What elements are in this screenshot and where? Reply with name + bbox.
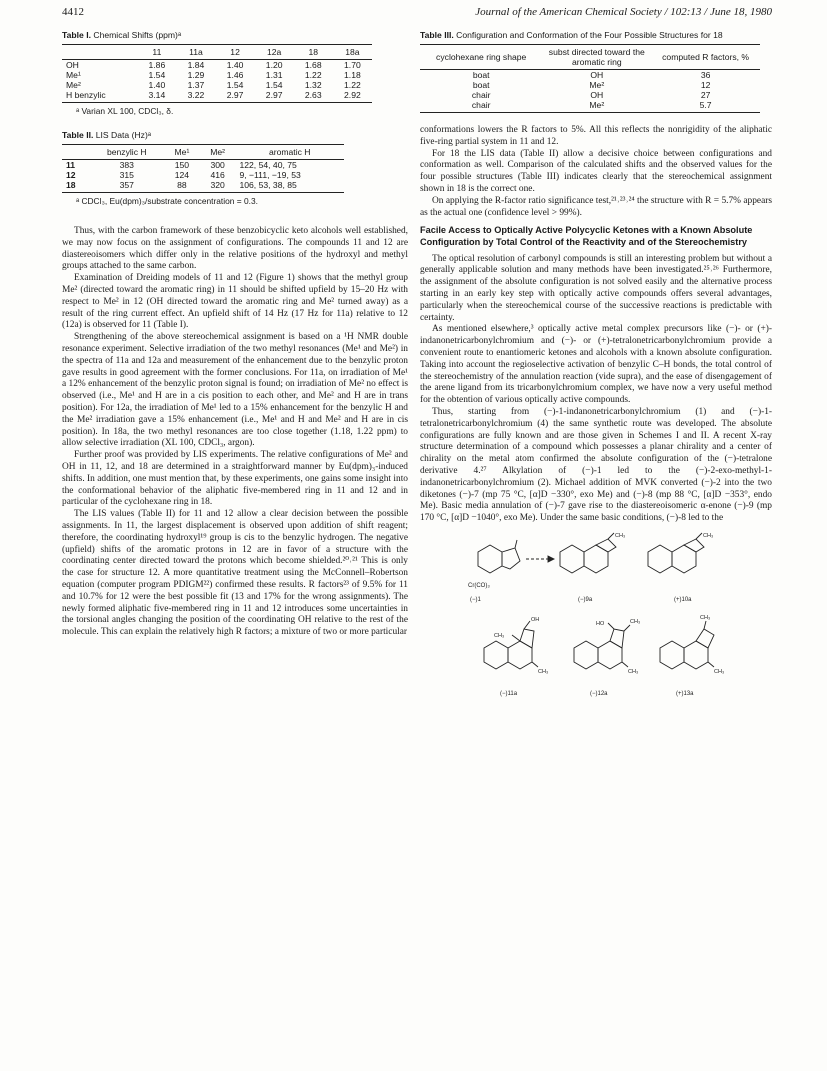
table-row: H benzylic 3.14 3.22 2.97 2.97 2.63 2.92 <box>62 90 372 103</box>
table-row: chair OH 27 <box>471 90 711 100</box>
table-3-grid: cyclohexane ring shape subst directed toward the aromatic ring computed R factors, % boat OH 36 boat Me² 12 chair OH 27 chair Me² 5.7 <box>420 44 760 113</box>
table-1-grid: 11 11a 12 12a 18 18a OH 1.86 1.84 1.40 1.20 1.68 1.70 Me¹ 1.54 1.29 1.46 1.31 1.22 1.18 Me² 1.40 1.37 1.54 1.54 1.32 1.22 H benzylic 3.14 3.22 2.97 2.97 2.63 2.92 <box>62 44 372 103</box>
paragraph: The optical resolution of carbonyl compounds is still an interesting problem but without a generally applicable solution and many methods have been investigated.²⁵˒²⁶ Furthermore, the assignment of the absolute configuration is not solved easily and the alternative process starting in an early key step with optically active compounds offers several advantages, particularly when the stereochemical course of the successive reactions is predictable with certainty. <box>420 253 772 323</box>
section-heading: Facile Access to Optically Active Polycyclic Ketones with a Known Absolute Configuration by Total Control of the Reactivity and of the Stereochemistry <box>420 225 753 247</box>
paragraph: As mentioned elsewhere,³ optically active metal complex precursors like (−)- or (+)-indanonetricarbonylchromium and (−)- or (+)-tetralonetricarbonylchromium provide a convenient route to enantiomeric ketones and alcohols with a known absolute configuration. Taking into account the regioselective activation of benzylic C–H bonds, the total control of the stereochemistry of the annulation reaction (vide supra), and the ease of disengagement of the arene ligand from its tricarbonylchromium complex, we have now a very useful method for the obtention of various optically active compounds. <box>420 324 772 406</box>
methyl-label: CH₃ <box>714 668 725 675</box>
structure-11a <box>484 617 548 697</box>
paragraph: Examination of Dreiding models of 11 and 12 (Figure 1) shows that the methyl group Me² (directed toward the aromatic ring) in 11 should be shifted upfield by 15–20 Hz with respect to Me² in 12 (OH directed toward the aromatic ring and Me² turned away) as a result of the ring current effect. An upfield shift of 14 Hz (17 Hz for 11a) relative to 12 (12a) is observed for 11 (Table I). <box>62 273 408 331</box>
journal-citation: Journal of the American Chemical Society / 102:13 / June 18, 1980 <box>475 6 772 18</box>
table-1-caption: Table I. Chemical Shifts (ppm)ᵃ <box>62 30 182 40</box>
table-2-caption: Table II. LIS Data (Hz)ᵃ <box>62 130 152 140</box>
structure-13a <box>660 615 724 697</box>
hydroxyl-label: OH <box>531 616 540 623</box>
table-row: Me¹ 1.54 1.29 1.46 1.31 1.22 1.18 <box>66 70 361 80</box>
structure-1 <box>468 540 520 603</box>
structure-label: (−)9a <box>578 596 593 603</box>
table-2 <box>62 130 408 206</box>
methyl-label: CH₃ <box>703 532 714 539</box>
table-3 <box>420 30 772 113</box>
page-number: 4412 <box>62 6 84 18</box>
cr-co3-label: Cr(CO)₃ <box>468 582 490 589</box>
table-row: boat Me² 12 <box>472 80 711 90</box>
table-3-caption: Table III. Configuration and Conformation of the Four Possible Structures for 18 <box>420 30 723 40</box>
paragraph: For 18 the LIS data (Table II) allow a decisive choice between configurations and conformation as well. Comparison of the calculated shifts and the observed values for the four possible structures (Table III) indicates clearly that the stereochemical assignment shown in 18 is the correct one. <box>420 148 772 194</box>
structure-12a <box>574 619 640 697</box>
paragraph: The LIS values (Table II) for 11 and 12 allow a clear decision between the possible assignments. In 11, the largest displacement is observed upon addition of shift reagent; therefore, the coordinating hydroxyl¹⁹ group is cis to the benzylic hydrogen. The negative (upfield) shifts of the aromatic protons in 12 are in favor of a structure with the coordinating center directed toward the protons which become shielded.²⁰˒²¹ This is only the case for structure 12. A more quantitative treatment using the McConnell–Robertson equation (computer program PDIGM²²) confirmed these results. R factors²³ of 9.5% for 11 and 10.7% for 12 were the best possible fit (13 and 17% for the wrong assignments). The newly formed aliphatic five-membered ring in 11 and 12 introduces some uncertainties in the torsional angles changing the position of the coordinating OH relative to the rest of the molecule. This can explain the relatively high R factors; a mixture of two or more particular <box>62 509 408 638</box>
right-body-text <box>420 125 772 525</box>
table-row: boat OH 36 <box>472 70 711 80</box>
paragraph: Further proof was provided by LIS experiments. The relative configurations of Me² and OH in 11, 12, and 18 are determined in a straightforward manner by Eu(dpm)₃-induced shifts. In addition, one must mention that, by these experiments, one gains some insight into the conformational behavior of the aliphatic five-membered ring in 11 and 12 and in particular of the cyclohexane ring in 18. <box>62 450 408 508</box>
paragraph: On applying the R-factor ratio significance test,²¹˒²³˒²⁴ the structure with R = 5.7% appears as the actual one (confidence level > 99%). <box>420 195 772 218</box>
hydroxyl-label: HO <box>596 620 605 627</box>
table-row: 12 315 124 416 9, −111, −19, 53 <box>66 170 301 180</box>
paragraph: conformations lowers the R factors to 5%. All this reflects the nonrigidity of the aliphatic five-ring partial system in 11 and 12. <box>420 125 772 147</box>
structure-label: (+)13a <box>676 690 694 697</box>
table-2-footnote: ᵃ CDCl₃, Eu(dpm)₃/substrate concentration = 0.3. <box>76 196 258 206</box>
paragraph: Thus, starting from (−)-1-indanonetricarbonylchromium (1) and (−)-1-tetralonetricarbonylchromium (4) the same synthetic route was developed. The absolute configurations are fully known and are those given in Schemes I and II. A recent X-ray structure determination of a compound which possesses a planar chirality and a center of chirality on the metal atom confirmed the absolute configuration of the (−)-tetralone derivative 4.²⁷ Alkylation of (−)-1 led to the (−)-2-exo-methyl-1-indanonetricarbonylchromium (2). Michael addition of MVK converted (−)-2 into the two diketones (−)-7 (mp 75 °C, [α]D −330°, exo Me) and (−)-8 (mp 88 °C, [α]D −353°, endo Me). Basic media annulation of (−)-7 gave rise to the diastereoisomeric α-enone (−)-9 (mp 170 °C, [α]D −1040°, exo Me). Under the same basic conditions, (−)-8 led to the <box>420 406 772 524</box>
table-1-footnote: ᵃ Varian XL 100, CDCl₃, δ. <box>76 106 174 116</box>
structure-label: (−)12a <box>590 690 608 697</box>
table-1 <box>62 30 408 116</box>
table-row: OH 1.86 1.84 1.40 1.20 1.68 1.70 <box>66 60 361 70</box>
table-row: 11 383 150 300 122, 54, 40, 75 <box>66 160 297 170</box>
table-row: Me² 1.40 1.37 1.54 1.54 1.32 1.22 <box>66 80 361 90</box>
methyl-label: CH₃ <box>615 532 626 539</box>
running-header <box>62 6 772 22</box>
methyl-label: CH₃ <box>630 618 641 625</box>
structure-label: (−)11a <box>500 690 518 697</box>
arrow-icon <box>526 556 554 562</box>
table-2-grid: benzylic H Me¹ Me² aromatic H 11 383 150 300 122, 54, 40, 75 12 315 124 416 9, −111, −19, 53 18 357 88 320 106, 53, 38, 85 <box>62 144 344 193</box>
left-body-text <box>62 226 408 639</box>
methyl-label: CH₃ <box>538 668 549 675</box>
structure-label: (+)10a <box>674 596 692 603</box>
methyl-label: CH₃ <box>628 668 639 675</box>
structure-10a <box>648 533 713 603</box>
methyl-label: CH₃ <box>700 614 711 621</box>
reaction-scheme <box>460 531 760 701</box>
paragraph: Strengthening of the above stereochemical assignment is based on a ¹H NMR double resonance experiment. Selective irradiation of the two methyl resonances (Me¹ and Me²) in the spectra of 11a and 12a and measurement of the enhancement due to the benzylic proton gave results in good agreement with the former conclusions. For 11a, on irradiation of Me¹ a 12% enhancement of the benzylic proton signal is found; on irradiation of Me² no effect is observed (i.e., Me¹ and H are in a cis position to each other, and Me² and H are in trans position). For 12a, the irradiation of Me¹ led to a 15% enhancement for the benzylic H and the Me² irradiation gave a 15% enhancement (i.e., Me¹ and H and Me² and H are in cis position). In 18a, the two methyl resonances are too close together (1.18, 1.22 ppm) to allow selective irradiation (XL 100, CDCl₃, argon). <box>62 332 408 449</box>
left-column <box>62 30 408 639</box>
methyl-label: CH₃ <box>494 632 505 639</box>
paragraph: Thus, with the carbon framework of these benzobicyclic keto alcohols well established, we may now focus on the assignment of configurations. The compounds 11 and 12 are diastereoisomers which differ only in the relative positions of the hydroxyl and methyl groups attached to the same carbon. <box>62 226 408 272</box>
table-row: chair Me² 5.7 <box>420 100 760 113</box>
right-column <box>420 30 772 701</box>
structure-label: (−)1 <box>470 596 481 603</box>
structure-9a <box>560 533 625 603</box>
table-row: 18 357 88 320 106, 53, 38, 85 <box>62 180 344 193</box>
